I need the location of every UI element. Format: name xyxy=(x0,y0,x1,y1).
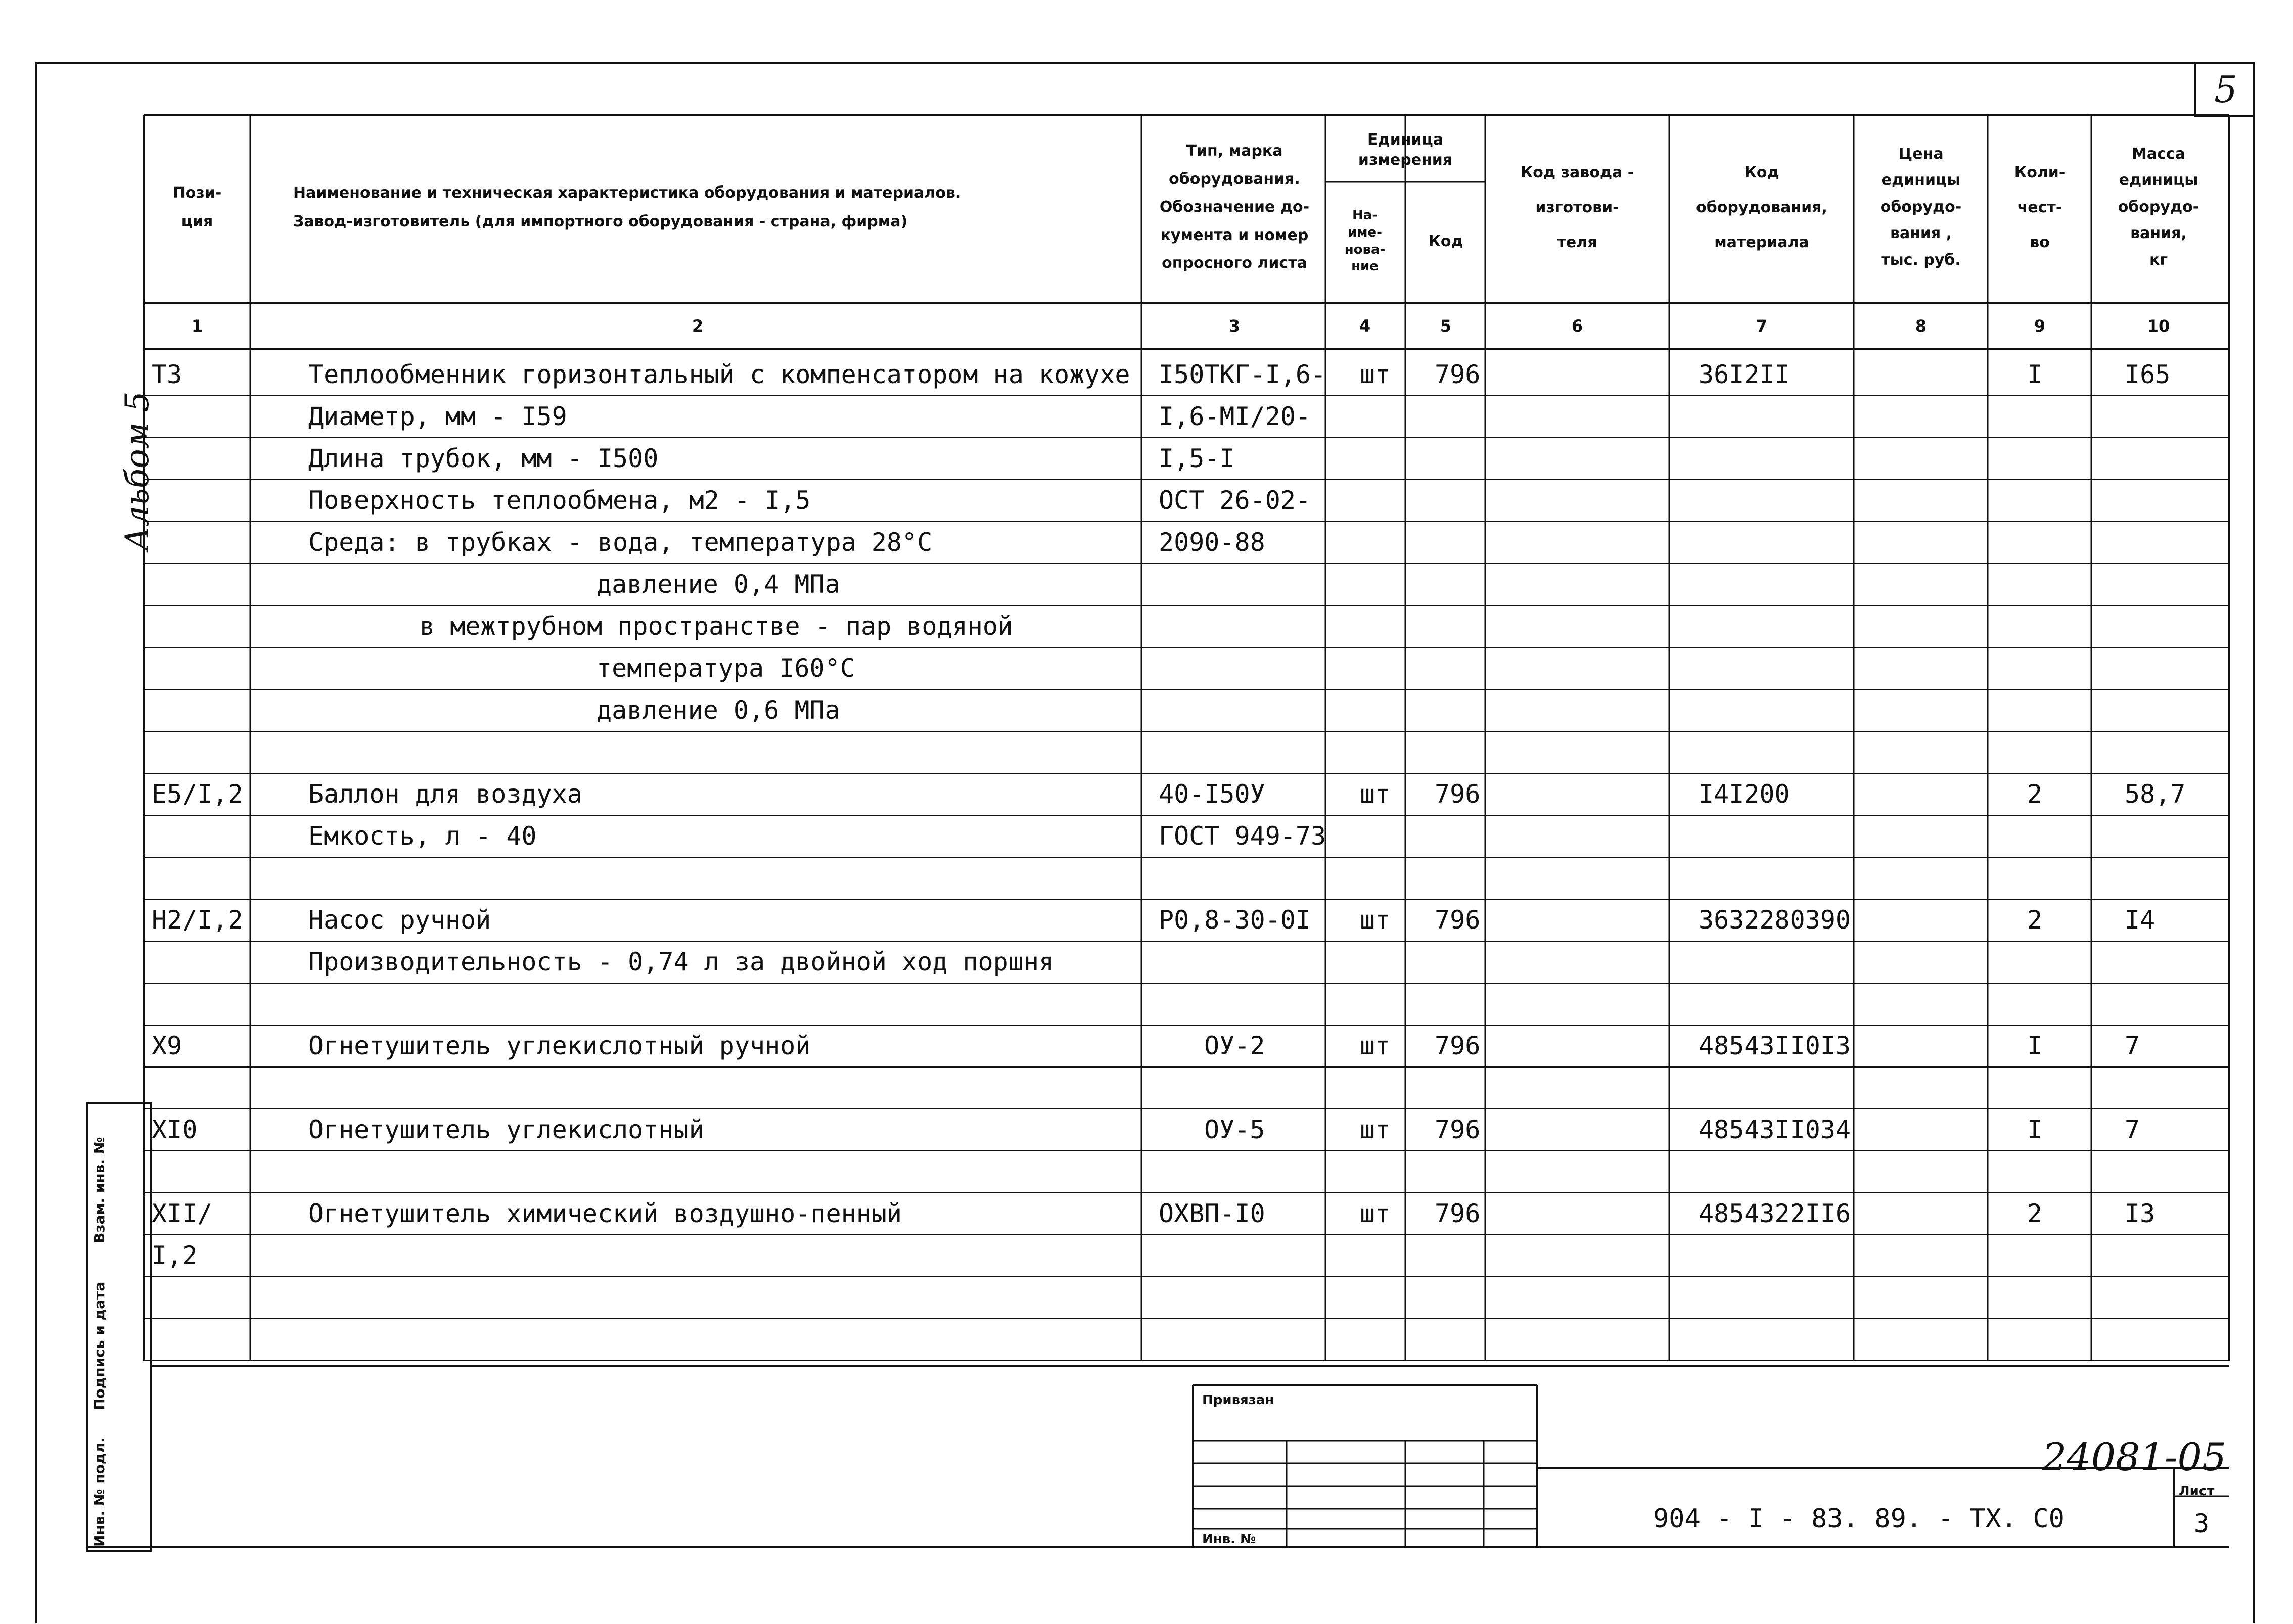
row-unit-code: 796 xyxy=(1435,360,1481,389)
inventory-no-label: Инв. № xyxy=(1202,1532,1256,1547)
row-equipment-code: 3632280390 xyxy=(1699,905,1851,935)
linked-label: Привязан xyxy=(1202,1393,1274,1408)
stamp-signature-date: Подпись и дата xyxy=(91,1281,108,1410)
row-quantity: 2 xyxy=(2027,905,2043,935)
row-type: I50ТКГ-I,6- xyxy=(1159,360,1326,389)
row-type: ОСТ 26-02- xyxy=(1159,486,1311,515)
row-equipment-code: I4I200 xyxy=(1699,779,1790,809)
row-type: ОУ-5 xyxy=(1204,1115,1265,1144)
row-name: Огнетушитель углекислотный xyxy=(308,1115,704,1144)
row-type: 40-I50У xyxy=(1159,779,1265,809)
row-type: I,5-I xyxy=(1159,444,1235,473)
header-type: Тип, марка оборудования. Обозначение до- кумента и номер опросного листа xyxy=(1159,142,1310,272)
row-unit: шт xyxy=(1360,360,1391,389)
col-number-5: 5 xyxy=(1440,316,1452,336)
row-position: Т3 xyxy=(152,360,182,389)
row-type: Р0,8-30-0I xyxy=(1159,905,1311,935)
header-unit-name: На- име- нова- ние xyxy=(1344,207,1386,274)
row-position: Н2/I,2 xyxy=(152,905,243,935)
row-equipment-code: 36I2II xyxy=(1699,360,1790,389)
col-number-1: 1 xyxy=(191,316,203,336)
row-type: ОУ-2 xyxy=(1204,1031,1265,1060)
row-name: Насос ручной xyxy=(308,905,491,935)
row-position: Е5/I,2 xyxy=(152,779,243,809)
stamp-replaces-inv: Взам. инв. № xyxy=(91,1137,108,1243)
row-name: Огнетушитель химический воздушно-пенный xyxy=(308,1199,902,1228)
row-quantity: 2 xyxy=(2027,779,2043,809)
row-quantity: I xyxy=(2027,360,2043,389)
row-quantity: I xyxy=(2027,1031,2043,1060)
header-name: Наименование и техническая характеристика оборудования и материалов. Завод-изготовитель (для импортного оборудования - страна, фирма) xyxy=(293,184,961,230)
row-type: I,6-МI/20- xyxy=(1159,402,1311,431)
row-equipment-code: 48543II034 xyxy=(1699,1115,1851,1144)
col-number-7: 7 xyxy=(1756,316,1768,336)
album-note: Альбом 5 xyxy=(119,391,156,551)
row-unit-code: 796 xyxy=(1435,1115,1481,1144)
header-unit-mass: Масса единицы оборудо- вания, кг xyxy=(2118,145,2199,269)
row-quantity: I xyxy=(2027,1115,2043,1144)
row-name: Поверхность теплообмена, м2 - I,5 xyxy=(308,486,811,515)
row-name: Теплообменник горизонтальный с компенсатором на кожухе xyxy=(308,360,1130,389)
header-position: Пози- ция xyxy=(172,184,222,230)
row-mass: I4 xyxy=(2125,905,2156,935)
row-name: температура I60°С xyxy=(597,654,855,683)
row-name: Длина трубок, мм - I500 xyxy=(308,444,659,473)
header-factory-code: Код завода - изготови- теля xyxy=(1520,163,1634,251)
col-number-4: 4 xyxy=(1359,316,1371,336)
row-unit: шт xyxy=(1360,1031,1391,1060)
row-position: ХII/ xyxy=(152,1199,213,1228)
row-mass: 58,7 xyxy=(2125,779,2186,809)
row-equipment-code: 48543II0I3 xyxy=(1699,1031,1851,1060)
col-number-3: 3 xyxy=(1228,316,1241,336)
col-number-8: 8 xyxy=(1915,316,1927,336)
col-number-6: 6 xyxy=(1571,316,1583,336)
header-unit-price: Цена единицы оборудо- вания , тыс. руб. xyxy=(1880,145,1962,269)
row-name: Баллон для воздуха xyxy=(308,779,582,809)
header-quantity: Коли- чест- во xyxy=(2014,163,2066,251)
col-number-9: 9 xyxy=(2034,316,2046,336)
row-type: ОХВП-I0 xyxy=(1159,1199,1265,1228)
row-name: давление 0,6 МПа xyxy=(597,695,840,725)
row-name: Емкость, л - 40 xyxy=(308,821,537,851)
row-type: ГОСТ 949-73 xyxy=(1159,821,1326,851)
row-position: ХI0 xyxy=(152,1115,198,1144)
handwritten-doc-number: 24081-05 xyxy=(2042,1434,2227,1479)
row-unit-code: 796 xyxy=(1435,1199,1481,1228)
sheet-number: 3 xyxy=(2194,1509,2210,1538)
sheet-label: Лист xyxy=(2179,1483,2215,1499)
header-unit-group: Единица измерения xyxy=(1358,130,1453,169)
stamp-inv-original: Инв. № подл. xyxy=(91,1437,108,1547)
row-name: Огнетушитель углекислотный ручной xyxy=(308,1031,811,1060)
row-name: Производительность - 0,74 л за двойной ход поршня xyxy=(308,947,1054,977)
row-position: Х9 xyxy=(152,1031,182,1060)
corner-sheet-number: 5 xyxy=(2214,68,2237,111)
row-unit-code: 796 xyxy=(1435,1031,1481,1060)
row-unit: шт xyxy=(1360,1115,1391,1144)
row-name: Среда: в трубках - вода, температура 28°С xyxy=(308,528,933,557)
row-quantity: 2 xyxy=(2027,1199,2043,1228)
row-mass: I65 xyxy=(2125,360,2171,389)
header-unit-code: Код xyxy=(1428,233,1463,250)
row-mass: 7 xyxy=(2125,1115,2140,1144)
row-unit: шт xyxy=(1360,905,1391,935)
row-name: Диаметр, мм - I59 xyxy=(308,402,567,431)
row-unit: шт xyxy=(1360,1199,1391,1228)
row-mass: 7 xyxy=(2125,1031,2140,1060)
header-equipment-code: Код оборудования, материала xyxy=(1696,163,1827,251)
col-number-10: 10 xyxy=(2147,316,2170,336)
row-type: 2090-88 xyxy=(1159,528,1265,557)
document-code: 904 - I - 83. 89. - ТХ. С0 xyxy=(1653,1504,2065,1534)
row-name: в межтрубном пространстве - пар водяной xyxy=(420,612,1013,641)
row-unit-code: 796 xyxy=(1435,779,1481,809)
row-equipment-code: 4854322II6 xyxy=(1699,1199,1851,1228)
col-number-2: 2 xyxy=(692,316,704,336)
row-unit: шт xyxy=(1360,779,1391,809)
row-mass: I3 xyxy=(2125,1199,2156,1228)
row-name: давление 0,4 МПа xyxy=(597,570,840,599)
row-unit-code: 796 xyxy=(1435,905,1481,935)
row-position: I,2 xyxy=(152,1241,198,1270)
